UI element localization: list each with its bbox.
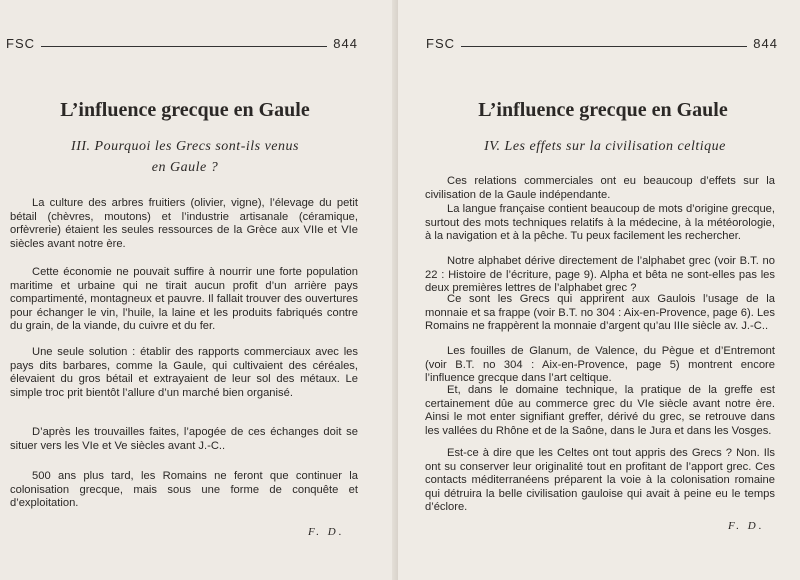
left-paragraph-5: 500 ans plus tard, les Romains ne feront que continuer la colonisation grecque, mais sous une forme de conquête et d’exploitation. [10, 470, 358, 510]
right-page-number: 844 [753, 36, 778, 51]
right-header-label: FSC [426, 36, 455, 51]
left-paragraph-1: La culture des arbres fruitiers (olivier, vigne), l’élevage du petit bétail (chèvres, moutons) et l’industrie artisanale (céramique, orfèvrerie) étaient les seules ressources de la Grèce aux VIIe et VIe siècles avant notre ère. [10, 197, 358, 250]
left-section-heading-line-2: en Gaule ? [151, 160, 219, 175]
right-paragraph-7: Est-ce à dire que les Celtes ont tout appris des Grecs ? Non. Ils ont su conserver leur originalité tout en profitant de l’apport grec. Ces contacts méditerranéens préparent la voie à la colonisation romaine qui détruira la belle civilisation gauloise qui avait à peine eu le temps d’éclore. [425, 447, 775, 514]
left-header-rule [41, 46, 327, 47]
left-page-number: 844 [333, 36, 358, 51]
right-article-title: L’influence grecque en Gaule [478, 99, 728, 121]
left-header-label: FSC [6, 36, 35, 51]
left-paragraph-3: Une seule solution : établir des rapports commerciaux avec les pays dits barbares, comme la Gaule, qui cultivaient des céréales, élevaient du gros bétail et extrayaient de leur sol des métaux. Le simple troc prit bientôt l’allure d’un marché bien organisé. [10, 346, 358, 399]
right-section-heading: IV. Les effets sur la civilisation celtique [484, 139, 726, 154]
left-paragraph-4: D’après les trouvailles faites, l’apogée de ces échanges doit se situer vers les VIe et Ve siècles avant J.-C.. [10, 426, 358, 452]
left-section-heading [20, 136, 350, 178]
right-page-header [426, 36, 778, 51]
right-paragraph-1: Ces relations commerciales ont eu beaucoup d’effets sur la civilisation de la Gaule indépendante. [425, 175, 775, 201]
right-paragraph-2: La langue française contient beaucoup de mots d’origine grecque, surtout des mots techniques relatifs à la médecine, à la météorologie, à la navigation et à la pêche. Tu peux facilement les rechercher. [425, 203, 775, 243]
right-paragraph-5: Les fouilles de Glanum, de Valence, du Pègue et d’Entremont (voir B.T. no 304 : Aix-en-Provence, page 5) montrent encore l’influence grecque dans l’art celtique. [425, 345, 775, 385]
right-paragraph-3: Notre alphabet dérive directement de l’alphabet grec (voir B.T. no 22 : Histoire de l’écriture, page 9). Alpha et bêta ne sont-elles pas les deux premières lettres de l’alphabet grec ? [425, 255, 775, 295]
left-page [0, 0, 398, 580]
left-paragraph-2: Cette économie ne pouvait suffire à nourrir une forte population maritime et urbaine qui ne tirait aucun profit d’un arrière pays compartimenté, montagneux et pauvre. Il fallait trouver des ouvertures pour échanger le vin, l’huile, la laine et les produits fabriqués contre du grain, de la viande, du cuivre et du fer. [10, 266, 358, 333]
right-paragraph-4: Ce sont les Grecs qui apprirent aux Gaulois l’usage de la monnaie et sa frappe (voir B.T. no 304 : Aix-en-Provence, page 6). Les Romains ne frappèrent la monnaie d’argent qu’au IIIe siècle av. J.-C.. [425, 293, 775, 333]
right-header-rule [461, 46, 747, 47]
left-section-heading-line-1: III. Pourquoi les Grecs sont-ils venus [71, 139, 299, 154]
left-signature: F. D. [308, 526, 345, 538]
left-article-title: L’influence grecque en Gaule [60, 99, 310, 121]
right-signature: F. D. [728, 520, 765, 532]
right-page [398, 0, 800, 580]
right-paragraph-6: Et, dans le domaine technique, la pratique de la greffe est certainement dûe au commerce grec du VIe siècle avant notre ère. Ainsi le mot enter signifiant greffer, dérivé du grec, se retrouve dans les vallées du Rhône et de la Saône, dans le Jura et dans les Vosges. [425, 384, 775, 437]
left-page-header [6, 36, 358, 51]
